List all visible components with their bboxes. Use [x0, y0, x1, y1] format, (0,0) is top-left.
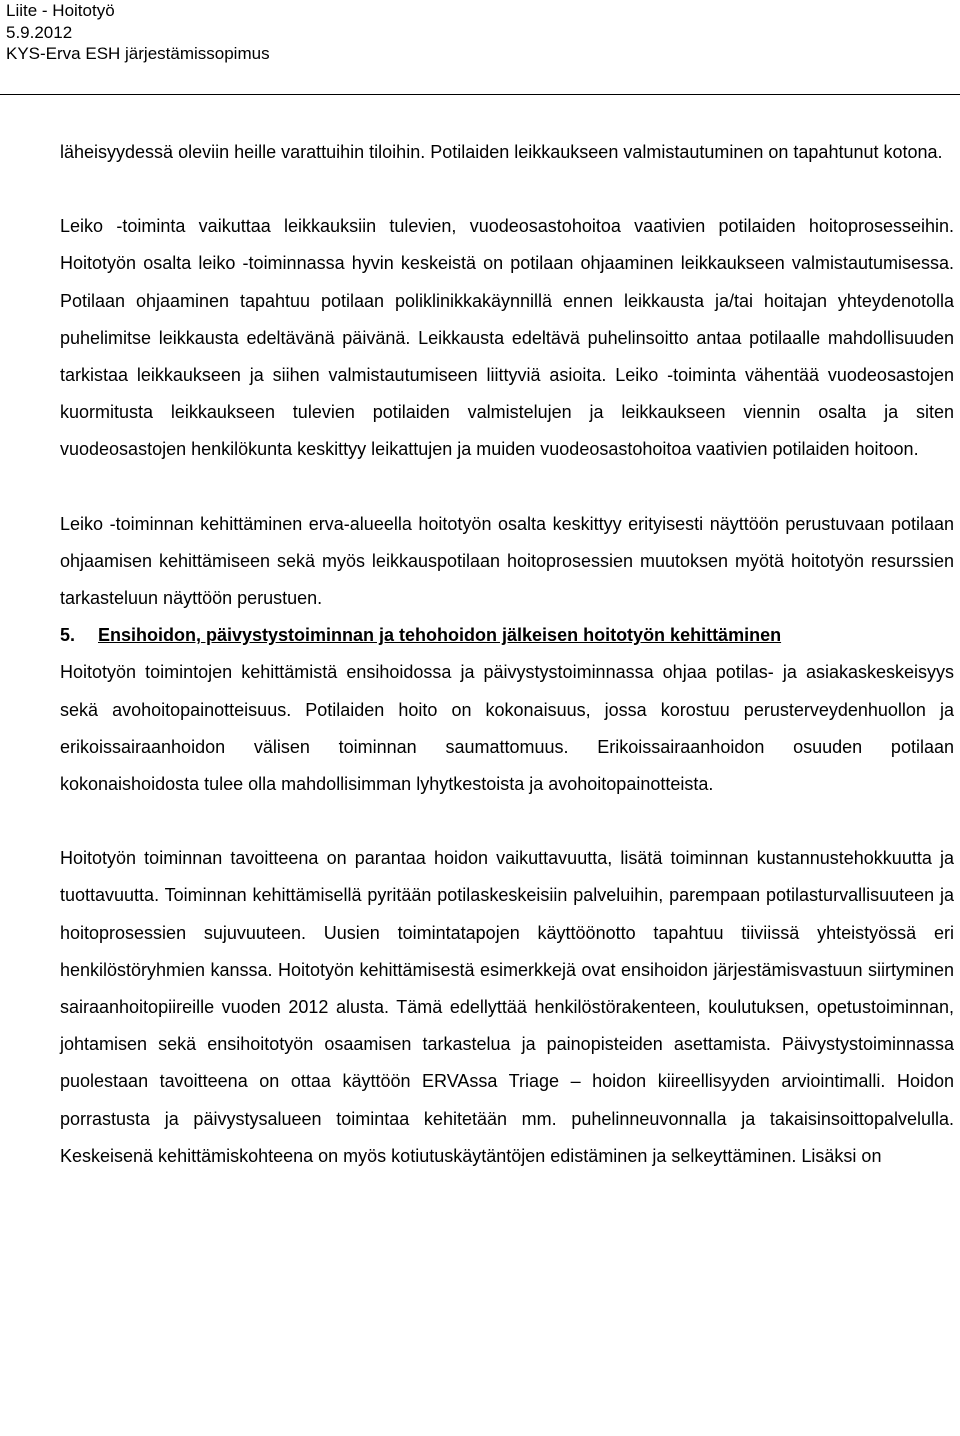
header-divider: [0, 94, 960, 95]
section-paragraph-1: Hoitotyön toimintojen kehittämistä ensihoidossa ja päivystystoiminnassa ohjaa potilas- ja asiakaskeskeisyys sekä avohoitopainotteisuus. Potilaiden hoito on kokonaisuus, jossa korostuu perusterveydenhuollon ja erikoissairaanhoidon välisen toiminnan saumattomuus. Erikoissairaanhoidon osuuden potilaan kokonaishoidosta tulee olla mahdollisimman lyhytkestoista ja avohoitopainotteista.: [60, 662, 954, 795]
section-title: Ensihoidon, päivystystoiminnan ja tehohoidon jälkeisen hoitotyön kehittäminen: [98, 625, 782, 646]
paragraph-1: läheisyydessä oleviin heille varattuihin tiloihin. Potilaiden leikkaukseen valmistautuminen on tapahtunut kotona.: [60, 142, 943, 162]
document-body: [60, 134, 954, 1175]
header-date: 5.9.2012: [6, 22, 73, 42]
header-document-name: KYS-Erva ESH järjestämissopimus: [6, 44, 270, 63]
section-paragraph-2: Hoitotyön toiminnan tavoitteena on parantaa hoidon vaikuttavuutta, lisätä toiminnan kustannustehokkuutta ja tuottavuutta. Toiminnan kehittämisellä pyritään potilaskeskeisiin palveluihin, parempaan potilasturvallisuuteen ja hoitoprosessien sujuvuuteen. Uusien toimintatapojen käyttöönotto tapahtuu tiiviissä yhteistyössä eri henkilöstöryhmien kanssa. Hoitotyön kehittämisestä esimerkkejä ovat ensihoidon järjestämisvastuun siirtyminen sairaanhoitopiireille vuoden 2012 alusta. Tämä edellyttää henkilöstörakenteen, koulutuksen, opetustoiminnan, johtamisen sekä ensihoitotyön osaamisen tarkastelua ja painopisteiden asettamista. Päivystystoiminnassa puolestaan tavoitteena on ottaa käyttöön ERVAssa Triage – hoidon kiireellisyyden arviointimalli. Hoidon porrastusta ja päivystysalueen toimintaa kehitetään mm. puhelinneuvonnalla ja takaisinsoittopalvelulla. Keskeisenä kehittämiskohteena on myös kotiutuskäytäntöjen edistäminen ja selkeyttäminen. Lisäksi on: [60, 848, 954, 1166]
paragraph-spacer: [60, 469, 954, 506]
paragraph-3: Leiko -toiminnan kehittäminen erva-alueella hoitotyön osalta keskittyy erityisesti näyttöön perustuvaan potilaan ohjaamisen kehittämiseen sekä myös leikkauspotilaan hoitoprosessien muutoksen myötä hoitotyön resurssien tarkasteluun näyttöön perustuen.: [60, 513, 954, 609]
page-header: [6, 0, 270, 65]
header-title: Liite - Hoitotyö: [6, 1, 115, 20]
paragraph-spacer: [60, 803, 954, 840]
paragraph-spacer: [60, 171, 954, 208]
section-heading: [60, 617, 954, 654]
paragraph-2: Leiko -toiminta vaikuttaa leikkauksiin tulevien, vuodeosastohoitoa vaativien potilaiden hoitoprosesseihin. Hoitotyön osalta leiko -toiminnassa hyvin keskeistä on potilaan ohjaaminen leikkaukseen valmistautumisessa. Potilaan ohjaaminen tapahtuu potilaan poliklinikkakäynnillä ennen leikkausta ja/tai hoitajan yhteydenotolla puhelimitse leikkausta edeltävänä päivänä. Leikkausta edeltävä puhelinsoitto antaa potilaalle mahdollisuuden tarkistaa leikkaukseen ja siihen valmistautumiseen liittyviä asioita. Leiko -toiminta vähentää vuodeosastojen kuormitusta leikkaukseen tulevien potilaiden valmistelujen ja leikkaukseen viennin osalta ja siten vuodeosastojen henkilökunta keskittyy leikattujen ja muiden vuodeosastohoitoa vaativien potilaiden hoitoon.: [60, 216, 954, 460]
section-number: 5.: [60, 625, 76, 646]
